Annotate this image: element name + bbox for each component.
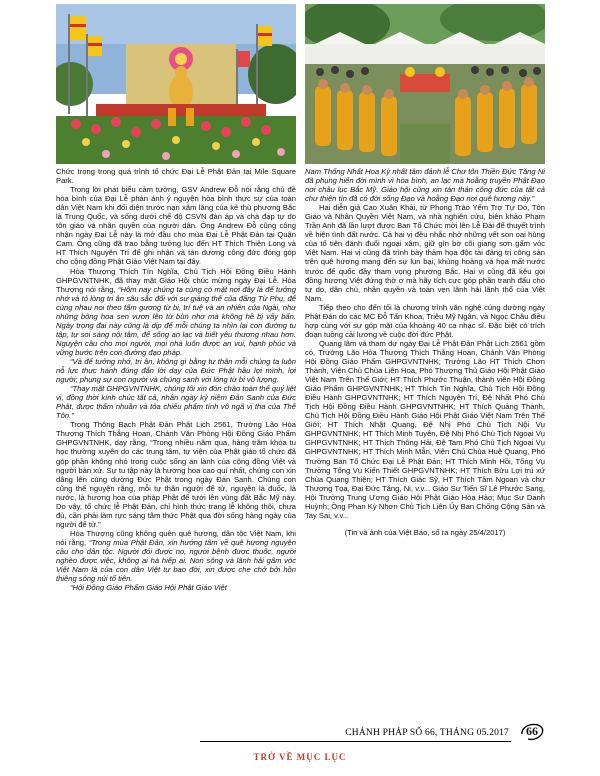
back-to-contents-link[interactable]: TRỞ VỀ MỤC LỤC [253, 752, 347, 762]
monks-procession-photo [305, 4, 545, 164]
paragraph [56, 357, 296, 384]
paragraph: Chức trọng trong quá trình tổ chức Đại Lễ Phật Đản tại Mile Square Park. [56, 167, 296, 186]
page-footer [200, 720, 545, 742]
quote-text: Nam Thống Nhất Hoa Kỳ nhất tâm đảnh lễ Chư tôn Thiền Đức Tăng Ni đã phụng hiến đời mình vì hòa bình, an lạc mà hoằng truyền Phật Đạo nơi châu lục Bắc Mỹ. Giáo hội cũng xin tán thán công đức của tất cả chư thiện tín đã có đời sống Đạo và hoằng Đạo nơi quê hương này.” [305, 167, 545, 204]
paragraph: Tiếp theo cho đến tối là chương trình văn nghệ cúng dường ngày Phật Đản do các MC Đỗ Tấn Khoa, Triệu Mỹ Ngân, và Ngọc Châu điều hợp cùng với sự góp mặt của khoảng 40 ca nhạc sĩ. Đặc biệt có trích đoạn tuồng cải lương về cuộc đời đức Phật. [305, 302, 545, 339]
article-column-right [305, 167, 545, 687]
article-column-left [56, 167, 296, 707]
paragraph [56, 267, 296, 357]
quote-text: “Trong mùa Phật Đản, xin hướng tâm về quê hương nguyện cầu cho dân tộc. Người đói được no, người bệnh được thuốc, người nghèo được việc, không ai hà hiếp ai. Non sông và lãnh hải gấm vóc Việt Nam là của con dân Việt tự bao đời, xin được che chở bởi hồn thiêng sông núi tổ tiên. [56, 537, 296, 584]
paragraph [56, 384, 296, 420]
paragraph-lead: Hòa Thượng cũng không quên quê hương, dân tộc Việt Nam, khi nói rằng, [56, 528, 296, 547]
paragraph: Trong Thông Bạch Phật Đản Phật Lịch 2561, Trưởng Lão Hòa Thượng Thích Thắng Hoan, Chánh Văn Phòng Hội Đồng Giáo Phẩm GHPGVNTNHK, dạy rằng, “Trong nhiều năm qua, hàng trăm khóa tu học thường xuyên do các trung tâm, tự viện của Phật giáo tổ chức đã góp phần không nhỏ trong cuộc sống an lành của cộng đồng Việt và người bản xứ. Sự tu tập này là hương hoa cao quí nhất, chúng con xin dâng lên cúng dường Đức Phật trong ngày Đản Sanh. Chúng con cũng thể nguyện rằng, mỗi tự thân người để tử, nguyện là đuốc, là nước, là hương hoa của pháp Phật để tưới lên vùng đất Bắc Mỹ này. Do vậy, tổ chức lễ Phật Đản, chỉ hình thức trang lễ không thôi, chưa đủ, cần phải làm rực sáng tâm thức Phật qua đời sống hàng ngày của người để tử.” [56, 420, 296, 529]
quote-text: “Thay mặt GHPGVNTNHK, chúng tôi xin đón chào toàn thể quý liệt vị, đồng thời kính chúc tất cả, nhân ngày kỷ niệm Đản Sanh của Đức Phật, được thấm nhuần và tỏa chiếu phẩm tính vô ngã vị tha của Thế Tôn.” [56, 384, 296, 421]
paragraph [56, 583, 296, 592]
page-number-text: 66 [526, 724, 538, 738]
quote-text: “Hôm nay chúng ta cùng có mặt nơi đây là để tưởng nhớ và tỏ lòng tri ân sâu sắc đối với sự giáng thế của đấng Từ Phụ, để cùng nhau noi theo tấm gương từ bi, trí tuệ và an nhiên của Ngài, như những bông hoa sen vươn lên từ bùn nhơ mà không hề bị vấy bẩn. Ngày trọng đại này cũng là dịp để mỗi chúng ta nhìn lại con đường tu tập, tự soi sáng nội tâm, để sống an lạc và biết yêu thương nhau hơn. Nguyện cầu cho mọi người, mọi nhà luôn được an vui, hạnh phúc và vững bước trên con đường đạo pháp. [56, 284, 296, 357]
paragraph: Quang lâm và tham dự ngày Đại Lễ Phật Đản Phật Lịch 2561 gồm có, Trưởng Lão Hòa Thượng Thích Thắng Hoan, Chánh Văn Phòng Hội Đồng Giáo Phẩm GHPGVNTNHK; Trưởng Lão HT Thích Chơn Thành, Viện Chủ Chùa Liên Hoa, Phó Thượng Thủ Giáo Hội Phật Giáo Việt Nam Trên Thế Giới; HT Thích Phước Thuận, thành viên Hội Đồng Giáo Phẩm GHPGVNTNHK; HT Thích Tín Nghĩa, Chủ Tịch Hội Đồng Điều Hành GHPGVNTNHK; HT Thích Nguyên Trí, Đệ Nhất Phó Chủ Tịch Hội Đồng Điều Hành GHPGVNTNHK; HT Thích Quảng Thanh, Chủ Tịch Hội Đồng Điều Hành Giáo Hội Phật Giáo Việt Nam Trên Thế Giới; HT Thích Nhật Quang, Đệ Nhị Phó Chủ Tịch Nội Vụ GHPGVNTNHK; HT Thích Minh Tuyên, Đệ Nhị Phó Chủ Tịch Ngoại Vụ GHPGVNTNHK; HT Thích Thông Hải, Đệ Tam Phó Chủ Tịch Ngoại Vụ GHPGVNTNHK; HT Thích Minh Mẫn, Viện Chủ Chùa Huệ Quang, Phó Trưởng Ban Tổ Chức Đại Lễ Phật Đản; HT Thích Minh Hồi, Tổng Vụ Trưởng Tổng Vụ Kiến Thiết GHPGVNTNHK; HT Thích Bửu Lợi trú xứ Chùa Quang Thiện; HT Thích Giác Sỹ, HT Thích Tâm Ngoan và chư Thượng Tọa, Đại Đức Tăng, Ni, v.v... Giáo Sư Tiến Sĩ Lê Phước Sang, Hội Trưởng Trung Ương Giáo Hội Phật Giáo Hòa Hảo; Mục Sư Danh Huỳnh; Ông Phan Kỳ Nhơn Chủ Tịch Liên Ủy Ban Chống Cộng Sản và Tay Sai, v.v... [305, 338, 545, 520]
paragraph [305, 167, 545, 203]
quote-text: “Và để tưởng nhớ, tri ân, không gì bằng tư thân mỗi chúng ta luôn nỗ lực thực hành đúng đắn lời dạy của Đức Phật hầu lợi mình, lợi người; phụng sự con người và chúng sanh với lòng từ bi vô lượng. [56, 356, 296, 385]
footer-divider [200, 741, 511, 742]
paragraph: Trong lời phát biểu cảm tưởng, GSV Andrew Đỗ nói rằng chủ đề hòa bình của Đại Lễ phản ánh ý nguyện hòa bình thực sự của toàn dân Việt Nam khi đối diện trước nạn xâm lăng của kẻ thù phương Bắc là Trung Quốc, và sống dưới chế độ CSVN đàn áp và chà đạp tự do tôn giáo và nhân quyền của người dân. Ông Andrew Đỗ cũng công nhận ngày Đại Lễ này là mở đầu cho mùa Đại Lễ Phật Đản tại Quận Cam. Ông cũng đã trao bằng tưởng lục đến HT Thích Thiện Long và HT Thích Nguyên Trí để ghi nhận và tán dương công đức đóng góp cho cộng đồng Phật Giáo Việt Nam tại đây. [56, 185, 296, 267]
issue-label: CHÁNH PHÁP SỐ 66, THÁNG 05.2017 [345, 728, 509, 738]
paragraph: Hai diễn giả Cao Xuân Khải, từ Phong Trào Yểm Trợ Tự Do, Tôn Giáo và Nhân Quyền Việt Nam, và nhà nghiên cứu, biên khảo Phạm Trần Anh đã lần lượt được Ban Tổ Chức mời lên Lễ Đài để thuyết trình về hiện tình đất nước. Cả hai vị đều nhắc nhở những vết son oai hùng của tổ tiên đánh đuổi ngoại xâm, giữ gìn bờ cõi giang sơn gấm vóc Việt Nam. Hai vị cũng đã trình bày thảm họa độc tài đảng trị công sản trên quê hương mang đến sự lụn bại, khủng hoảng và họa mất nước trước để quốc đầy tham vọng phương Bắc. Hai vị cũng đã kêu gọi đồng hương Việt đứng thờ ơ mà hãy tích cực góp phần tranh đấu cho tự do, dân chủ, nhân quyền và toàn vẹn lãnh hải lãnh thổ của Việt Nam. [305, 203, 545, 303]
paragraph-lead: Hòa Thượng Thích Tín Nghĩa, Chủ Tịch Hội Đồng Điều Hành GHPGVNTNHK, đã thay mặt Giáo Hội chúc mừng ngày Đại Lễ. Hòa Thượng nói rằng, [56, 266, 296, 294]
quote-text: “Hội Đồng Giáo Phẩm Giáo Hội Phật Giáo Việt [70, 583, 227, 593]
photo-credit: (Tin và ảnh của Việt Báo, số ra ngày 25/4/2017) [344, 527, 506, 537]
paragraph [56, 529, 296, 583]
ceremony-stage-photo [56, 4, 296, 164]
page-number [519, 720, 545, 742]
